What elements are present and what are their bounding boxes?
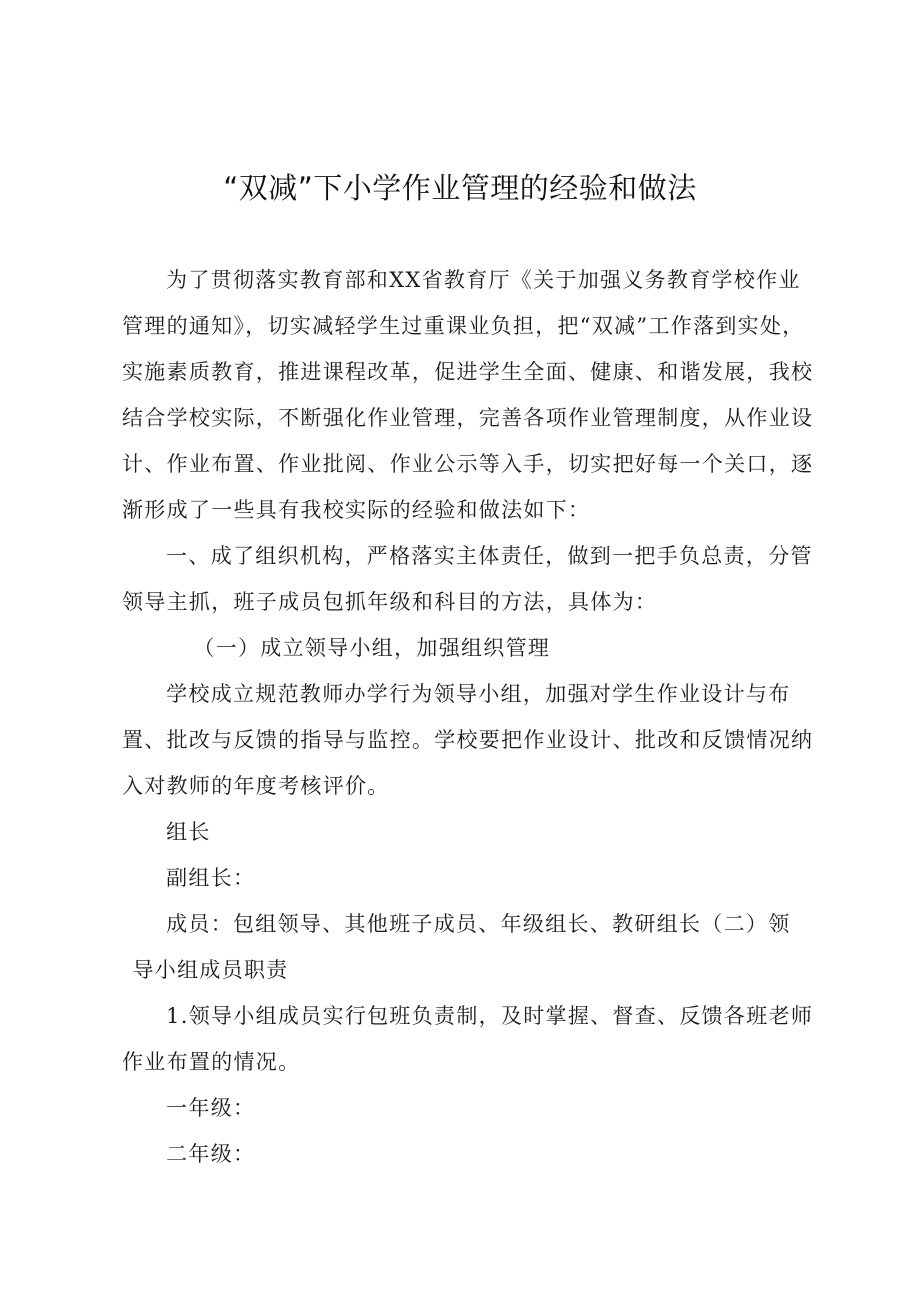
grade-two-line: 二年级： (166, 1142, 256, 1166)
members-text: 成员：包组领导、其他班子成员、年级组长、教研组长（二）领 (166, 912, 791, 936)
document-body (122, 257, 816, 1177)
section-one-paragraph: 一、成了组织机构，严格落实主体责任，做到一把手负总责，分管领导主抓，班子成员包抓年级和科目的方法，具体为： (122, 544, 813, 614)
intro-paragraph: 为了贯彻落实教育部和XX省教育厅《关于加强义务教育学校作业管理的通知》，切实减轻学生过重课业负担，把“双减”工作落到实处，实施素质教育，推进课程改革，促进学生全面、健康、和谐发展，我校结合学校实际，不断强化作业管理，完善各项作业管理制度，从作业设计、作业布置、作业批阅、作业公示等入手，切实把好每一个关口，逐渐形成了一些具有我校实际的经验和做法如下： (122, 268, 814, 522)
grade-one-line: 一年级： (166, 1096, 256, 1120)
duty-item-1: 1.领导小组成员实行包班负责制，及时掌握、督查、反馈各班老师作业布置的情况。 (122, 1004, 814, 1074)
subsection-heading: （一）成立领导小组，加强组织管理 (193, 636, 551, 660)
members-line (122, 901, 816, 993)
document-title: “双减”下小学作业管理的经验和做法 (223, 171, 697, 205)
group-leader-line: 组长 (166, 820, 211, 844)
leadership-group-paragraph: 学校成立规范教师办学行为领导小组，加强对学生作业设计与布置、批改与反馈的指导与监控。学校要把作业设计、批改和反馈情况纳入对教师的年度考核评价。 (122, 682, 814, 798)
members-continuation: 导小组成员职责 (132, 958, 289, 982)
deputy-leader-line: 副组长： (166, 866, 256, 890)
